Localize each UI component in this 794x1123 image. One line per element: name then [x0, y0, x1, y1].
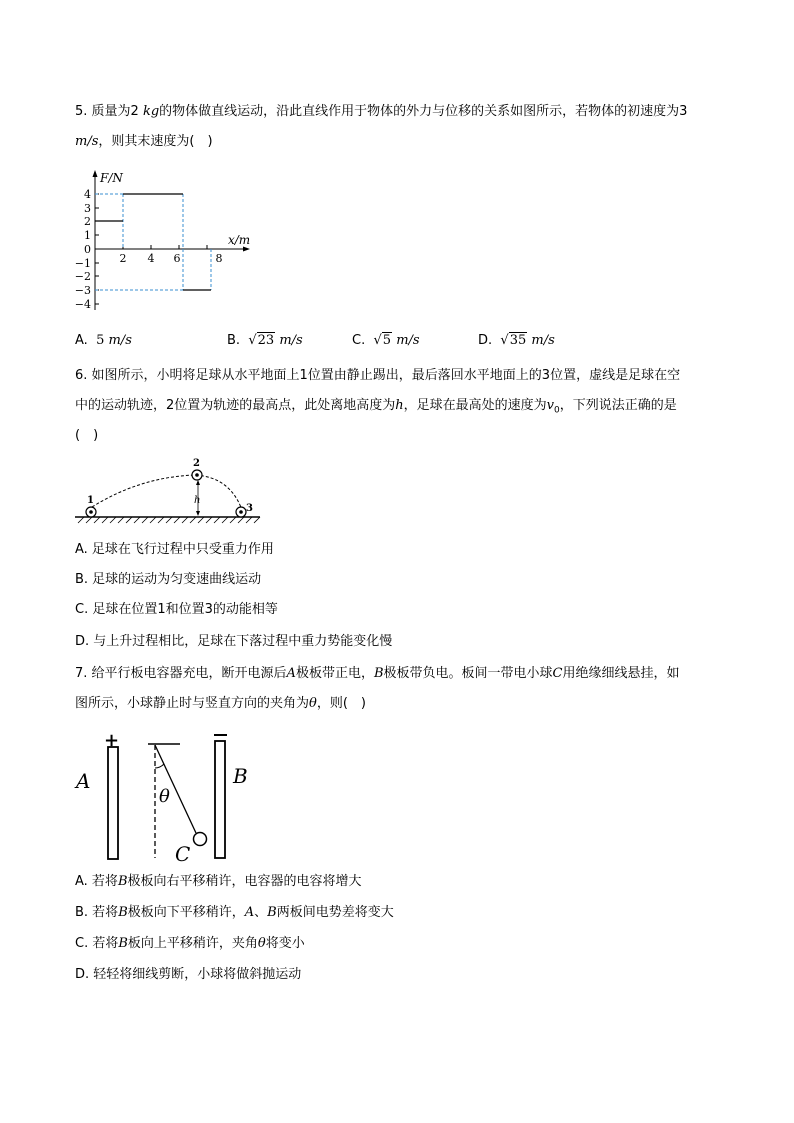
y-tick-label: −1 [74, 257, 91, 270]
y-tick-label: 0 [84, 243, 91, 256]
q7-line1: 7. 给平行板电容器充电，断开电源后A极板带正电，B极板带负电。板间一带电小球C用绝缘细线悬挂，如 [75, 666, 680, 681]
position-label-2: 2 [193, 458, 200, 469]
q5-line2: m/s，则其末速度为( ) [75, 134, 213, 149]
force-displacement-graph [60, 165, 270, 315]
q5-option-c[interactable]: C. √5 m/s [352, 333, 420, 348]
ball-c-label: C [175, 842, 191, 863]
theta-label: θ [159, 786, 170, 807]
q5-option-d[interactable]: D. √35 m/s [478, 333, 555, 348]
plate-b-label: B [233, 764, 248, 788]
y-tick-label: 3 [84, 202, 91, 215]
position-label-3: 3 [246, 503, 253, 514]
x-tick-label: 6 [173, 252, 181, 265]
height-label: h [194, 495, 201, 506]
q5-line1: 5. 质量为2 kg的物体做直线运动，沿此直线作用于物体的外力与位移的关系如图所示，若物体的初速度为3 [75, 104, 688, 119]
y-tick-label: 4 [84, 188, 91, 201]
q6-option-c[interactable]: C. 足球在位置1和位置3的动能相等 [75, 602, 278, 617]
q6-option-a[interactable]: A. 足球在飞行过程中只受重力作用 [75, 542, 274, 557]
q7-option-a[interactable]: A. 若将B极板向右平移稍许，电容器的电容将增大 [75, 874, 362, 889]
y-tick-label: −2 [74, 270, 91, 283]
plate-a-label: A [76, 769, 91, 793]
q6-line1: 6. 如图所示，小明将足球从水平地面上1位置由静止踢出，最后落回水平地面上的3位置，虚线是足球在空 [75, 368, 681, 383]
q5-option-b[interactable]: B. √23 m/s [227, 333, 303, 348]
q7-option-c[interactable]: C. 若将B板向上平移稍许，夹角θ将变小 [75, 936, 305, 951]
capacitor-figure [70, 728, 270, 863]
position-label-1: 1 [87, 495, 94, 506]
y-tick-label: 1 [84, 229, 91, 242]
plus-sign: + [104, 730, 120, 751]
q6-option-b[interactable]: B. 足球的运动为匀变速曲线运动 [75, 572, 262, 587]
q6-option-d[interactable]: D. 与上升过程相比，足球在下落过程中重力势能变化慢 [75, 634, 393, 649]
q7-option-b[interactable]: B. 若将B极板向下平移稍许，A、B两板间电势差将变大 [75, 905, 394, 920]
y-tick-label: 2 [84, 215, 91, 228]
q5-option-a[interactable]: A. 5 m/s [75, 333, 132, 348]
q6-line2: 中的运动轨迹，2位置为轨迹的最高点，此处离地高度为h，足球在最高处的速度为$v_0$，下列说法正确的是 [75, 398, 677, 416]
x-tick-label: 4 [147, 252, 155, 265]
y-tick-label: −3 [74, 284, 91, 297]
q7-line2: 图所示，小球静止时与竖直方向的夹角为θ，则( ) [75, 696, 366, 711]
x-tick-label: 2 [119, 252, 127, 265]
football-trajectory-figure [70, 455, 270, 527]
y-axis-label: F/N [100, 171, 123, 185]
y-tick-label: −4 [74, 298, 91, 311]
x-tick-label: 8 [215, 252, 223, 265]
q7-option-d[interactable]: D. 轻轻将细线剪断，小球将做斜抛运动 [75, 967, 302, 982]
q6-line3: ( ) [75, 428, 99, 443]
x-axis-label: x/m [228, 233, 251, 247]
